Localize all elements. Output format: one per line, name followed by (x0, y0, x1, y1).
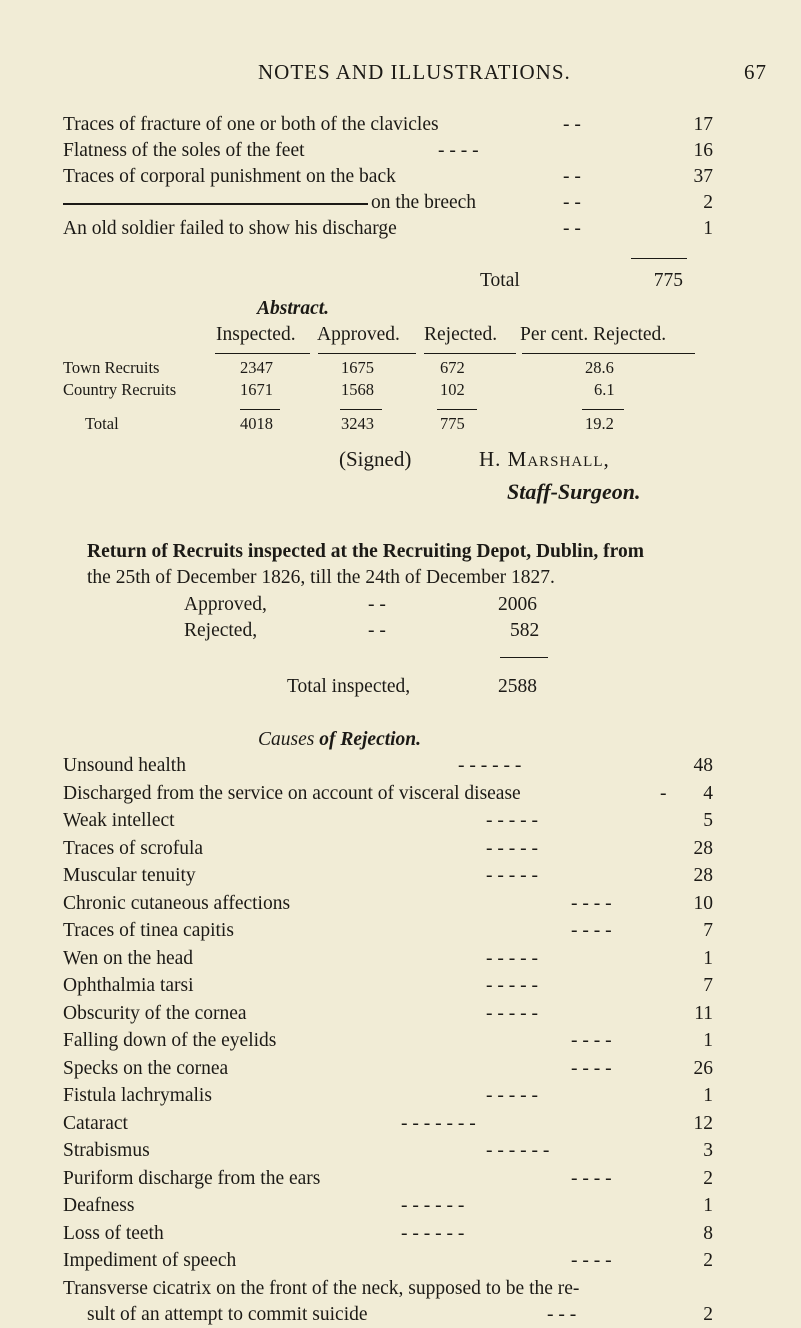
list-item: Chronic cutaneous affections - - - - 10 (63, 892, 713, 914)
list-item: Wen on the head - - - - - 1 (63, 947, 713, 969)
return-heading-line2: the 25th of December 1826, till the 24th of December 1827. (87, 567, 555, 588)
table-row: Country Recruits 1671 1568 102 6.1 (63, 380, 615, 399)
list-item: Loss of teeth - - - - - - 8 (63, 1222, 713, 1244)
page-title: NOTES AND ILLUSTRATIONS. (258, 60, 571, 84)
divider (582, 409, 624, 410)
list-item: Ophthalmia tarsi - - - - - 7 (63, 975, 713, 996)
list-item: Weak intellect - - - - - 5 (63, 810, 713, 831)
list-item: Traces of scrofula - - - - - 28 (63, 837, 713, 859)
divider (631, 258, 687, 259)
return-rejected: Rejected, - - 582 (184, 620, 540, 641)
signature: (Signed) H. Marshall, (339, 447, 610, 471)
divider (500, 657, 548, 658)
list-item: Traces of fracture of one or both of the clavicles - - 17 (63, 114, 713, 135)
return-total: Total inspected, 2588 (287, 676, 537, 697)
list-item: An old soldier failed to show his discharge - - 1 (63, 218, 713, 239)
list-item: Puriform discharge from the ears - - - - 2 (63, 1167, 713, 1189)
list-item: Flatness of the soles of the feet - - - - 16 (63, 140, 713, 161)
divider (240, 409, 280, 410)
list-item: Discharged from the service on account of visceral disease - 4 (63, 782, 713, 804)
divider (424, 353, 516, 354)
list-item: Traces of tinea capitis - - - - 7 (63, 920, 713, 941)
total-line: Total 775 (480, 270, 683, 291)
list-item: Traces of corporal punishment on the back - - 37 (63, 166, 713, 187)
list-item: Falling down of the eyelids - - - - 1 (63, 1030, 713, 1051)
list-item: Unsound health - - - - - - 48 (63, 755, 713, 776)
list-item: Strabismus - - - - - - 3 (63, 1140, 713, 1161)
divider (437, 409, 477, 410)
list-item: Fistula lachrymalis - - - - - 1 (63, 1085, 713, 1106)
return-approved: Approved, - - 2006 (184, 594, 537, 615)
list-item: Specks on the cornea - - - - 26 (63, 1057, 713, 1079)
divider (340, 409, 382, 410)
abstract-title: Abstract. (257, 298, 330, 319)
list-item: on the breech - - 2 (63, 190, 713, 216)
list-item: Cataract - - - - - - - 12 (63, 1112, 713, 1134)
list-item-line1: Transverse cicatrix on the front of the neck, supposed to be the re- (63, 1278, 580, 1299)
list-item: Obscurity of the cornea - - - - - 11 (63, 1002, 713, 1024)
signature-title: Staff-Surgeon. (507, 479, 641, 504)
page-number: 67 (744, 60, 767, 84)
causes-title: Causes of Rejection. (258, 729, 422, 750)
divider (522, 353, 695, 354)
return-heading-line1: Return of Recruits inspected at the Recruiting Depot, Dublin, from (87, 541, 644, 562)
divider (215, 353, 310, 354)
list-item-line2: sult of an attempt to commit suicide - - - 2 (87, 1304, 713, 1325)
list-item: Deafness - - - - - - 1 (63, 1195, 713, 1216)
abstract-header: Inspected. Approved. Rejected. Per cent. Rejected. (216, 324, 667, 345)
list-item: Muscular tenuity - - - - - 28 (63, 865, 713, 886)
table-total-row: Total 4018 3243 775 19.2 (85, 414, 614, 433)
ditto-rule (63, 203, 368, 205)
list-item: Impediment of speech - - - - 2 (63, 1250, 713, 1271)
divider (318, 353, 416, 354)
table-row: Town Recruits 2347 1675 672 28.6 (63, 358, 614, 377)
